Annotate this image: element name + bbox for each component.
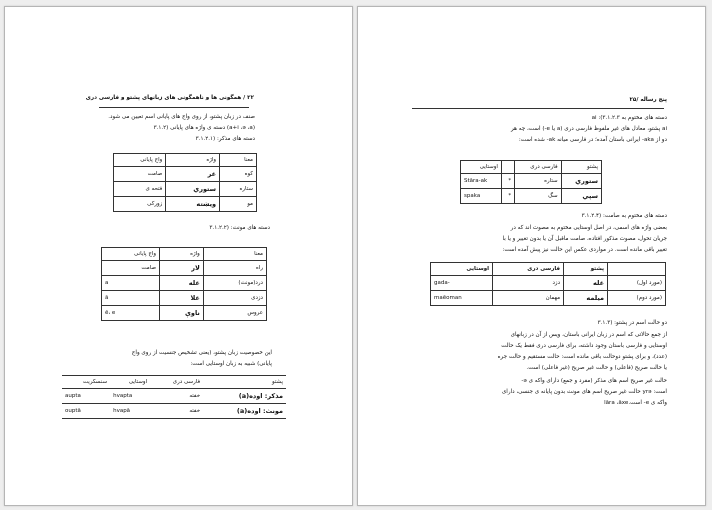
table-header-cell: اوستایی [461, 161, 502, 174]
right-bottom-line-3: اوستایی و فارسی باستان وجود داشته، برای فارسی دری فقط یک حالت [501, 343, 667, 349]
consonant-ending-table [430, 262, 666, 306]
table-cell: مو [220, 197, 257, 212]
table-cell: مذکر: اوده(a) [203, 389, 286, 404]
table-header-row [431, 263, 666, 276]
table-header-cell: پشتو [203, 376, 286, 389]
table-row [62, 389, 286, 404]
table-header-cell: سنسکریت [62, 376, 110, 389]
right-para4-line3: تغییر باقی مانده است. در مواردی عکس این حالت نیز پیش آمده است: [502, 247, 667, 253]
left-para1-line1: صنف در زبان پشتو، از روی واج های پایانی اسم تعیین می شود. [108, 114, 255, 120]
left-page [4, 6, 353, 506]
table-row [461, 189, 602, 204]
table-header-cell: واژه [166, 154, 220, 167]
table-cell: ويښته [166, 197, 220, 212]
table-cell: ouptā [62, 404, 110, 419]
table-cell: خفته [150, 404, 203, 419]
table-cell: ميلمه [564, 291, 608, 306]
table-cell: a [102, 276, 160, 291]
table-cell: درد(مونث) [203, 276, 266, 291]
table-header-cell: اوستایی [110, 376, 150, 389]
right-bottom-line-5: یا حالت صریح (فاعلی) و حالت غیر صریح (غیر فاعلی) است. [526, 365, 667, 371]
table-header-cell: واج پایانی [102, 248, 160, 261]
table-cell: مونث: اوده(a) [203, 404, 286, 419]
table-cell: aupta [62, 389, 110, 404]
right-page [357, 6, 706, 506]
left-para1-line3: دسته های مذکر: (۳.۱.۲.۱ [195, 136, 255, 142]
left-header-rule [99, 107, 249, 108]
right-bottom-line-4: (عدد)، و برای پشتو دوحالت باقی مانده است: حالت مستقیم و حالت جره [497, 354, 667, 360]
table-cell: غله [564, 276, 608, 291]
comparison-languages-table [62, 375, 286, 419]
table-cell: غر [166, 167, 220, 182]
table-header-cell: فارسی دری [515, 161, 561, 174]
table-cell: دزد [493, 276, 564, 291]
table-cell: خفته [150, 389, 203, 404]
table-header-cell: فارسی دری [150, 376, 203, 389]
right-bottom-line-7: است: yrə حالت غیر صریح اسم های مونث بدون پایانه ی جنسی، دارای [501, 389, 667, 395]
table-row [102, 276, 267, 291]
table-cell: کوه [220, 167, 257, 182]
table-header-cell: پشتو [561, 161, 601, 174]
table-cell: ā [102, 291, 160, 306]
table-header-cell: واج پایانی [114, 154, 166, 167]
table-cell: (مورد دوم) [608, 291, 666, 306]
table-header-cell: معنا [220, 154, 257, 167]
right-page-header: پنج رساله /۲۵ [629, 97, 667, 103]
left-section2-heading: دسته های مونث: (۳.۱.۲.۲ [209, 225, 270, 231]
table-row [102, 291, 267, 306]
table-row [114, 182, 257, 197]
table-row [431, 276, 666, 291]
table-cell: maēoman [431, 291, 493, 306]
table-cell: غلا [160, 291, 204, 306]
right-bottom-line-1: دو حالت اسم در پشتو: (۳.۱.۳ [597, 320, 667, 326]
table-cell: مهمان [493, 291, 564, 306]
ai-ending-table [460, 160, 602, 204]
table-cell: spaka [461, 189, 502, 204]
table-header-cell: معنا [203, 248, 266, 261]
table-header-cell: پشتو [564, 263, 608, 276]
table-row [114, 197, 257, 212]
table-cell: سپي [561, 189, 601, 204]
table-cell: Stāra-ak [461, 174, 502, 189]
table-row [461, 174, 602, 189]
table-cell: سگ [515, 189, 561, 204]
table-cell: صامت [102, 261, 160, 276]
right-bottom-line-2: از جمع حالاتی که اسم در زبان ایرانی باستان، ویس از آن در زبانهای [510, 332, 667, 338]
table-header-row [461, 161, 602, 174]
table-cell: ستوري [561, 174, 601, 189]
table-cell: عروس [203, 306, 266, 321]
right-line-2: ai پشتو، معادل های غیر ملفوظ فارسی دری (a یا e-) است، چه هر [510, 126, 667, 132]
table-header-cell: اوستایی [431, 263, 493, 276]
gender-feminine-table [101, 247, 267, 321]
left-para2-line1: این خصوصیت زبان پشتو، (یعنی تشخیص جنسیت از روی واج [131, 350, 272, 356]
table-row [431, 291, 666, 306]
table-cell: hvapta [110, 389, 150, 404]
table-cell: صامت [114, 167, 166, 182]
table-header-cell [501, 161, 514, 174]
table-cell: ناوې [160, 306, 204, 321]
table-cell: * [501, 189, 514, 204]
table-row [102, 306, 267, 321]
table-cell: * [501, 174, 514, 189]
left-para2-line2: پایانی) شبیه به زبان اوستایی است: [190, 361, 272, 367]
table-cell: ستاره [515, 174, 561, 189]
table-cell: دزدی [203, 291, 266, 306]
right-line-1: دسته های مختوم به ai :(۳.۱.۲.۳ [591, 115, 667, 121]
right-para4-line1: بعضی واژه های اسمی، در اصل اوستایی مختوم به مصوت اند که در [510, 225, 667, 231]
table-header-row [102, 248, 267, 261]
table-header-row [62, 376, 286, 389]
table-cell: ē، e [102, 306, 160, 321]
right-line-3: دو از aka- ایرانی باستان آمده؛ در فارسی میانه ak- شده است: [518, 137, 667, 143]
right-header-rule [412, 108, 664, 109]
table-row [102, 261, 267, 276]
table-cell: ستوري [166, 182, 220, 197]
table-cell: hvapā [110, 404, 150, 419]
right-section4-heading: دسته های مختوم به صامت: (۳.۱.۲.۴ [581, 213, 667, 219]
table-cell: gada- [431, 276, 493, 291]
table-header-cell: واژه [160, 248, 204, 261]
left-para1-line2: (a+i ،ə ،a) دسته ی واژه های پایانی (۳.۱.۲ [153, 125, 255, 131]
gender-masculine-table [113, 153, 257, 212]
right-bottom-line-8: واکه ی e- است.lāra ،āxe [604, 400, 667, 406]
table-header-cell: فارسی دری [493, 263, 564, 276]
table-cell: فتحه ی [114, 182, 166, 197]
table-cell: ستاره [220, 182, 257, 197]
table-row [114, 167, 257, 182]
table-cell: (مورد اول) [608, 276, 666, 291]
right-para4-line2: جریان تحول، مصوت مذکور افتاده، صامت ماقبل آن یا بدون تغییر و یا با [502, 236, 667, 242]
table-header-row [114, 154, 257, 167]
table-cell: زورکی [114, 197, 166, 212]
table-cell: لار [160, 261, 204, 276]
left-page-header: ۲۲ / همگونی ها و ناهمگونی های زبانهای پشتو و فارسی دری [85, 95, 254, 101]
table-cell: راه [203, 261, 266, 276]
table-cell: غله [160, 276, 204, 291]
right-bottom-line-6: حالت غیر صریح اسم های مذکر (مفرد و جمع) دارای واکه ی ə- [521, 378, 667, 384]
table-header-cell [608, 263, 666, 276]
table-row [62, 404, 286, 419]
